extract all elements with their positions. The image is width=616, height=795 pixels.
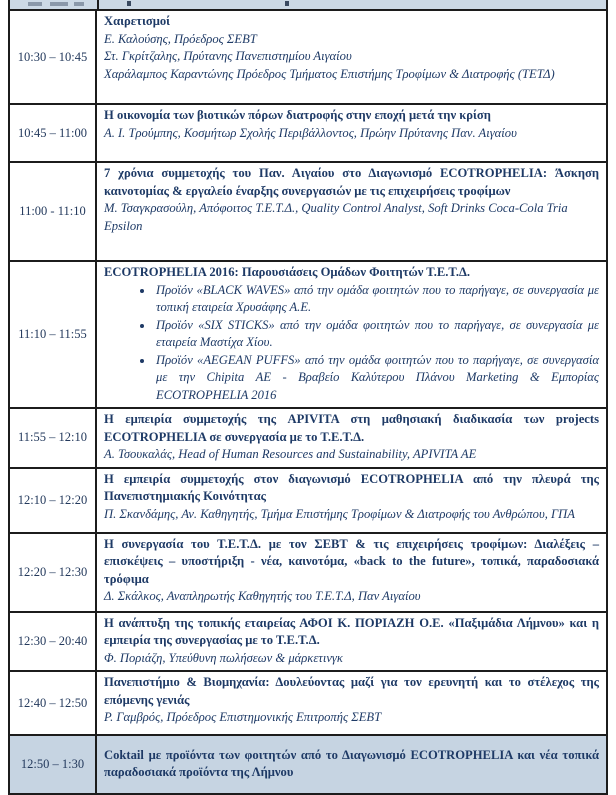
speaker-line: Ε. Καλούσης, Πρόεδρος ΣΕΒΤ — [104, 31, 257, 46]
session-title: Η οικονομία των βιοτικών πόρων διατροφής στην εποχή μετά την κρίση — [104, 108, 491, 122]
time-slot: 10:30 – 10:45 — [10, 11, 97, 103]
text-remnant — [28, 2, 42, 6]
schedule-row — [10, 532, 606, 611]
session-title: Η ανάπτυξη της τοπικής εταιρείας ΑΦΟΙ Κ. ΠΟΡΙΑΖΗ Ο.Ε. «Παξιμάδια Λήμνου» και η εμπειρία της συνεργασίας με το Τ.Ε.Τ.Δ. — [104, 615, 599, 647]
session-title: Η εμπειρία συμμετοχής στον διαγωνισμό ECOTROPHELIA από την πλευρά της Πανεπιστημιακής Κοινότητας — [104, 471, 599, 503]
session-cell — [97, 163, 606, 260]
cut-off-time-cell — [10, 0, 99, 9]
time-slot: 12:40 – 12:50 — [10, 672, 97, 734]
session-title: Πανεπιστήμιο & Βιομηχανία: Δουλεύοντας μαζί για τον ερευνητή και το στέλεχος της επόμενης γενιάς — [104, 675, 599, 707]
schedule-row — [10, 734, 606, 793]
session-cell — [97, 11, 606, 103]
session-cell — [97, 534, 606, 611]
text-remnant — [127, 1, 131, 6]
schedule-row — [10, 670, 606, 734]
speaker-line: Π. Σκανδάμης, Αν. Καθηγητής, Τμήμα Επιστήμης Τροφίμων & Διατροφής του Ανθρώπου, ΓΠΑ — [104, 506, 575, 521]
speaker-line: Φ. Ποριάζη, Υπεύθυνη πωλήσεων & μάρκετινγκ — [104, 650, 343, 665]
schedule-row — [10, 103, 606, 161]
session-title: Coktail με προϊόντα των φοιτητών από το Διαγωνισμό ECOTROPHELIA και νέα τοπικά παραδοσιακά προϊόντα της Λήμνου — [104, 747, 599, 779]
time-slot: 11:10 – 11:55 — [10, 262, 97, 407]
product-item: • Προϊόν «SIX STICKS» από την ομάδα φοιτητών που το παρήγαγε, σε συνεργασία με εταιρεία Μαστίχα Χίου. — [154, 317, 599, 352]
schedule-row — [10, 260, 606, 407]
time-slot: 11:00 - 11:10 — [10, 163, 97, 260]
time-slot: 11:55 – 12:10 — [10, 409, 97, 467]
time-slot: 12:20 – 12:30 — [10, 534, 97, 611]
product-item: • Προϊόν «BLACK WAVES» από την ομάδα φοιτητών που το παρήγαγε, σε συνεργασία με τοπική εταιρεία Χρυσάφης Α.Ε. — [154, 282, 599, 317]
schedule-row — [10, 467, 606, 532]
schedule-row — [10, 161, 606, 260]
speaker-line: Μ. Τσαγκρασούλη, Απόφοιτος Τ.Ε.Τ.Δ., Quality Control Analyst, Soft Drinks Coca-Cola Tria Epsilon — [104, 201, 568, 233]
session-title: 7 χρόνια συμμετοχής του Παν. Αιγαίου στο Διαγωνισμό ECOTROPHELIA: Άσκηση καινοτομίας & εργαλείο έναρξης συνεργασιών με τις επιχειρήσεις τροφίμων — [104, 166, 599, 198]
schedule-row — [10, 9, 606, 103]
speaker-line: Στ. Γκρίτζαλης, Πρύτανης Πανεπιστημίου Αιγαίου — [104, 49, 352, 63]
schedule-row — [10, 611, 606, 671]
time-slot: 12:50 – 1:30 — [10, 736, 97, 793]
text-remnant — [50, 2, 68, 6]
product-list — [104, 282, 599, 405]
speaker-line: Χαράλαμπος Καραντώνης Πρόεδρος Τμήματος Επιστήμης Τροφίμων & Διατροφής (ΤΕΤΔ) — [104, 66, 555, 81]
session-title: ECOTROPHELIA 2016: Παρουσιάσεις Ομάδων Φοιτητών Τ.Ε.Τ.Δ. — [104, 265, 471, 279]
session-cell — [97, 672, 606, 734]
speaker-line: Α. Τσουκαλάς, Head of Human Resources and Sustainability, APIVITA AE — [104, 447, 477, 461]
session-cell — [97, 613, 606, 671]
time-slot: 12:10 – 12:20 — [10, 469, 97, 532]
time-slot: 12:30 – 20:40 — [10, 613, 97, 671]
speaker-line: Δ. Σκάλκος, Αναπληρωτής Καθηγητής του Τ.Ε.Τ.Δ, Παν Αιγαίου — [104, 589, 421, 603]
cut-off-header-row — [10, 0, 606, 9]
time-slot: 10:45 – 11:00 — [10, 105, 97, 161]
session-title: Η εμπειρία συμμετοχής της APIVITA στη μαθησιακή διαδικασία των projects ECOTROPHELIA σε συνεργασία με το Τ.Ε.Τ.Δ. — [104, 412, 599, 444]
session-cell — [97, 736, 606, 793]
text-remnant — [285, 1, 289, 6]
cut-off-content-cell — [99, 0, 606, 9]
text-remnant — [74, 2, 84, 6]
session-title: Χαιρετισμοί — [104, 14, 171, 28]
session-cell — [97, 469, 606, 532]
speaker-line: Ρ. Γαμβρός, Πρόεδρος Επιστημονικής Επιτροπής ΣΕΒΤ — [104, 710, 382, 724]
session-title: Η συνεργασία του Τ.Ε.Τ.Δ. με τον ΣΕΒΤ & τις επιχειρήσεις τροφίμων: Διαλέξεις – επισκέψεις – υποστήριξη - νέα, καινοτόμα, «back to the future», τοπικά, παραδοσιακά τρόφιμα — [104, 536, 599, 586]
session-cell — [97, 409, 606, 467]
schedule-table — [8, 0, 608, 795]
speaker-line: Α. Ι. Τρούμπης, Κοσμήτωρ Σχολής Περιβάλλοντος, Πρώην Πρύτανης Παν. Αιγαίου — [104, 125, 517, 140]
schedule-rows — [10, 9, 606, 793]
session-cell — [97, 262, 606, 407]
session-cell — [97, 105, 606, 161]
product-item: • Προϊόν «AEGEAN PUFFS» από την ομάδα φοιτητών που το παρήγαγε, σε συνεργασία με την Chipita ΑΕ - Βραβείο Καλύτερου Πλάνου Marketing & Εμπορίας ECOTROPHELIA 2016 — [154, 352, 599, 405]
schedule-row — [10, 407, 606, 467]
